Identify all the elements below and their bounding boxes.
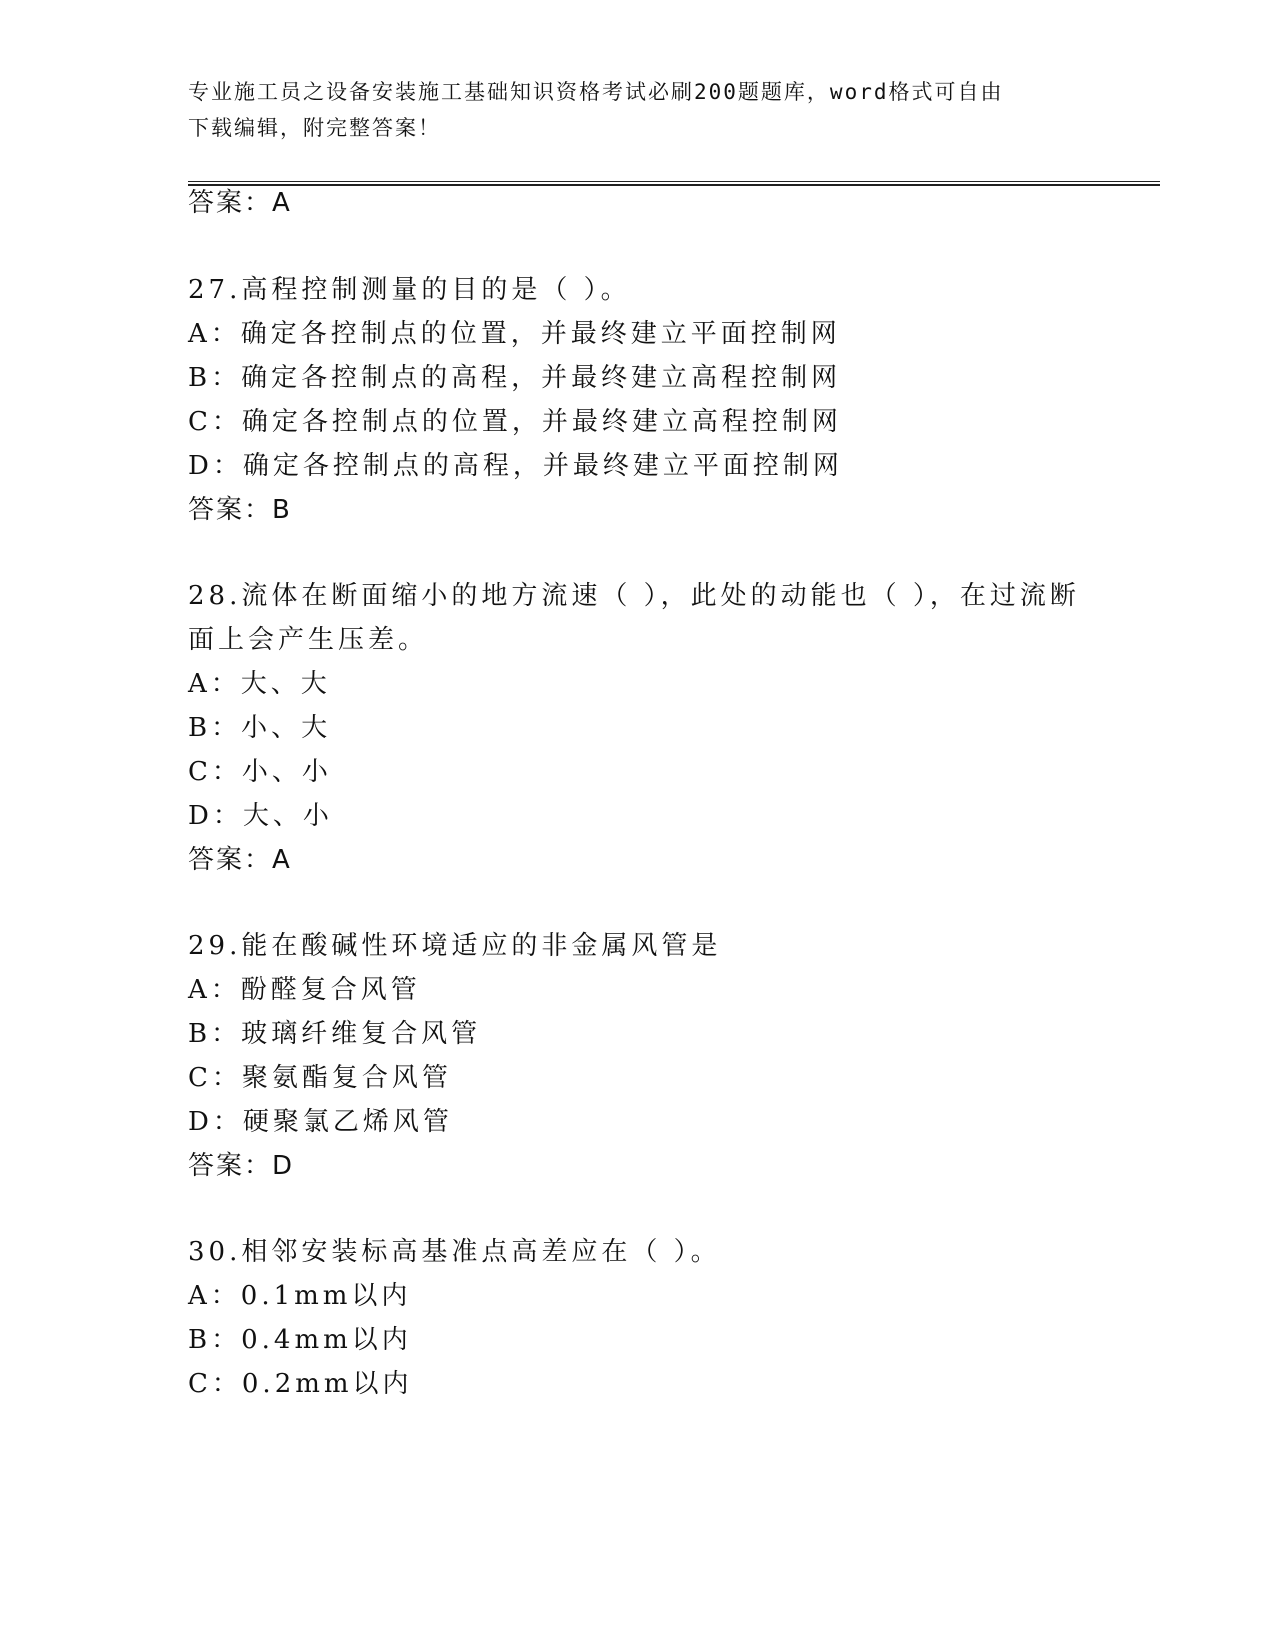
question-29-answer: 答案：D — [188, 1151, 295, 1181]
question-29-option-a: A：酚醛复合风管 — [188, 975, 421, 1005]
question-28-stem-line-2: 面上会产生压差。 — [188, 625, 429, 655]
question-30-option-a: A：0.1mm以内 — [188, 1281, 412, 1311]
question-29-option-d: D：硬聚氯乙烯风管 — [188, 1107, 453, 1137]
question-27-option-c: C：确定各控制点的位置，并最终建立高程控制网 — [188, 407, 842, 437]
header-divider — [188, 181, 1160, 186]
question-28-option-a: A：大、大 — [188, 669, 331, 699]
question-29-stem: 29.能在酸碱性环境适应的非金属风管是 — [188, 931, 722, 961]
question-27-option-d: D：确定各控制点的高程，并最终建立平面控制网 — [188, 451, 843, 481]
question-28-option-c: C：小、小 — [188, 757, 332, 787]
question-27-option-a: A：确定各控制点的位置，并最终建立平面控制网 — [188, 319, 841, 349]
question-28-answer: 答案：A — [188, 845, 292, 875]
question-28-option-b: B：小、大 — [188, 713, 332, 743]
question-30-stem: 30.相邻安装标高基准点高差应在（ ）。 — [188, 1237, 721, 1267]
question-29-option-c: C：聚氨酯复合风管 — [188, 1063, 452, 1093]
question-28-stem-line-1: 28.流体在断面缩小的地方流速（ ），此处的动能也（ ），在过流断 — [188, 581, 1080, 611]
previous-answer: 答案：A — [188, 188, 292, 218]
document-header — [188, 74, 1088, 146]
question-27-stem: 27.高程控制测量的目的是（ ）。 — [188, 275, 631, 305]
question-30-option-c: C：0.2mm以内 — [188, 1369, 413, 1399]
question-27-option-b: B：确定各控制点的高程，并最终建立高程控制网 — [188, 363, 842, 393]
question-29-option-b: B：玻璃纤维复合风管 — [188, 1019, 482, 1049]
header-line-2: 下载编辑，附完整答案！ — [188, 116, 441, 140]
question-30-option-b: B：0.4mm以内 — [188, 1325, 412, 1355]
question-27-answer: 答案：B — [188, 495, 292, 525]
header-line-1: 专业施工员之设备安装施工基础知识资格考试必刷200题题库，word格式可自由 — [188, 80, 1004, 104]
question-28-option-d: D：大、小 — [188, 801, 333, 831]
